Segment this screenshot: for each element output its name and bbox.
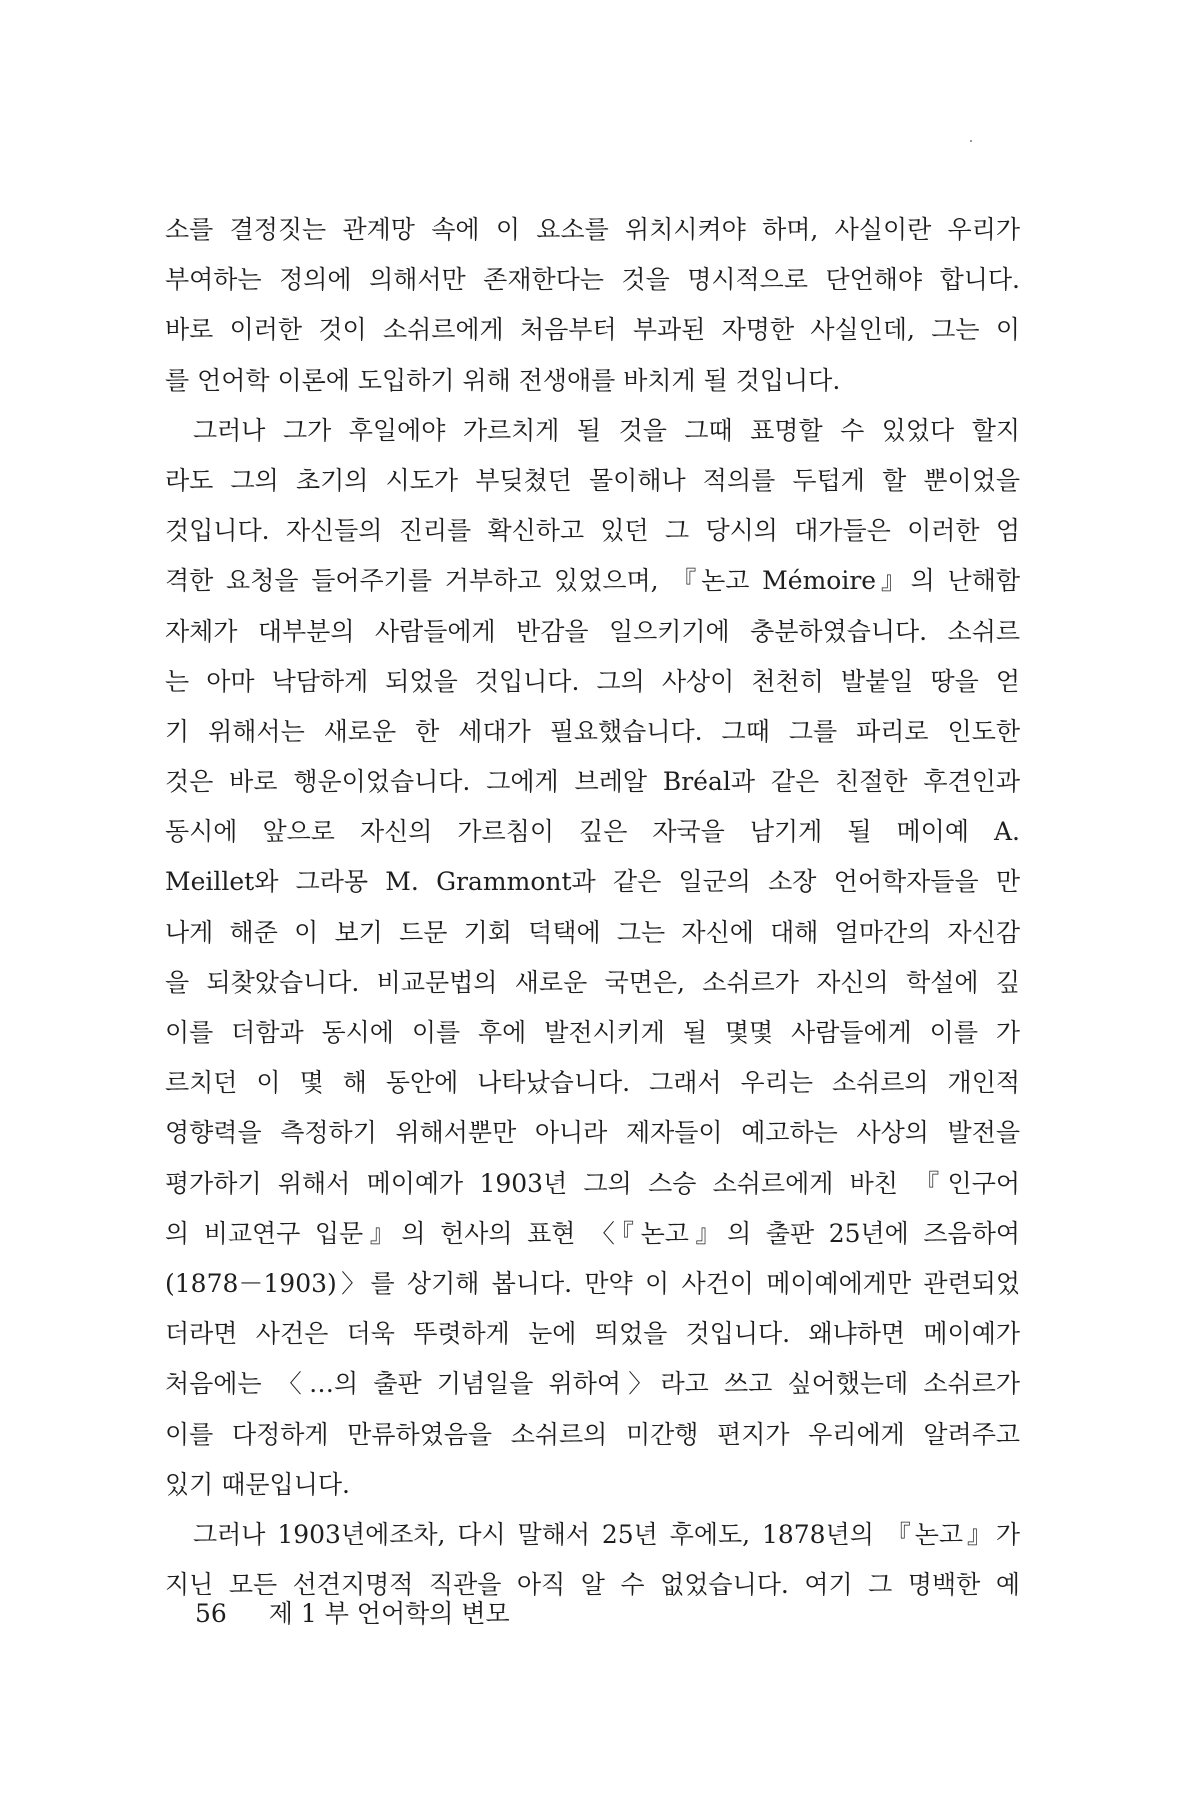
body-text [165,205,1020,1610]
text-line: 평가하기 위해서 메이예가 1903년 그의 스승 소쉬르에게 바친 『인구어 [165,1168,1020,1198]
text-line: 이를 더함과 동시에 이를 후에 발전시키게 될 몇몇 사람들에게 이를 가 [165,1018,1020,1047]
text-line: 기 위해서는 새로운 한 세대가 필요했습니다. 그때 그를 파리로 인도한 [165,716,1020,746]
text-line: 동시에 앞으로 자신의 가르침이 깊은 자국을 남기게 될 메이예 A. [165,817,1020,847]
text-line: 처음에는 〈…의 출판 기념일을 위하여〉라고 쓰고 싶어했는데 소쉬르가 [165,1369,1020,1399]
text-line: 것은 바로 행운이었습니다. 그에게 브레알 Bréal과 같은 친절한 후견인과 [165,767,1020,797]
text-line: 자체가 대부분의 사람들에게 반감을 일으키기에 충분하였습니다. 소쉬르 [165,616,1020,646]
text-line: 더라면 사건은 더욱 뚜렷하게 눈에 띄었을 것입니다. 왜냐하면 메이예가 [165,1319,1020,1349]
text-line: 그러나 1903년에조차, 다시 말해서 25년 후에도, 1878년의 『논고』가 [193,1519,1020,1549]
text-line: 의 비교연구 입문』의 헌사의 표현 〈『논고』의 출판 25년에 즈음하여 [165,1218,1020,1248]
text-line: 을 되찾았습니다. 비교문법의 새로운 국면은, 소쉬르가 자신의 학설에 깊 [165,967,1020,997]
text-line: 르치던 이 몇 해 동안에 나타났습니다. 그래서 우리는 소쉬르의 개인적 [165,1068,1020,1098]
paper-speck [970,140,972,142]
page-number: 56 [195,1599,227,1628]
text-line: 를 언어학 이론에 도입하기 위해 전생애를 바치게 될 것입니다. [165,365,841,395]
page-footer [195,1598,510,1630]
text-line: 나게 해준 이 보기 드문 기회 덕택에 그는 자신에 대해 얼마간의 자신감 [165,917,1020,947]
text-line: Meillet와 그라몽 M. Grammont과 같은 일군의 소장 언어학자들을 만 [165,867,1020,897]
text-line: 지닌 모든 선견지명적 직관을 아직 알 수 없었습니다. 여기 그 명백한 예 [165,1570,1020,1600]
text-line: 바로 이러한 것이 소쉬르에게 처음부터 부과된 자명한 사실인데, 그는 이 [165,315,1020,345]
text-line: 것입니다. 자신들의 진리를 확신하고 있던 그 당시의 대가들은 이러한 엄 [165,516,1020,546]
text-line: 부여하는 정의에 의해서만 존재한다는 것을 명시적으로 단언해야 합니다. [165,265,1020,295]
text-line: 격한 요청을 들어주기를 거부하고 있었으며, 『논고 Mémoire』의 난해함 [165,566,1020,596]
text-line: 영향력을 측정하기 위해서뿐만 아니라 제자들이 예고하는 사상의 발전을 [165,1118,1020,1148]
text-line: 그러나 그가 후일에야 가르치게 될 것을 그때 표명할 수 있었다 할지 [193,415,1020,445]
text-line: 있기 때문입니다. [165,1469,350,1499]
text-line: (1878－1903)〉를 상기해 봅니다. 만약 이 사건이 메이예에게만 관련되었 [165,1268,1020,1298]
text-line: 소를 결정짓는 관계망 속에 이 요소를 위치시켜야 하며, 사실이란 우리가 [165,215,1020,244]
running-head: 제 1 부 언어학의 변모 [268,1599,510,1628]
text-line: 는 아마 낙담하게 되었을 것입니다. 그의 사상이 천천히 발붙일 땅을 얻 [165,666,1020,696]
text-line: 라도 그의 초기의 시도가 부딪쳤던 몰이해나 적의를 두텁게 할 뿐이었을 [165,465,1020,495]
text-line: 이를 다정하게 만류하였음을 소쉬르의 미간행 편지가 우리에게 알려주고 [165,1419,1020,1449]
